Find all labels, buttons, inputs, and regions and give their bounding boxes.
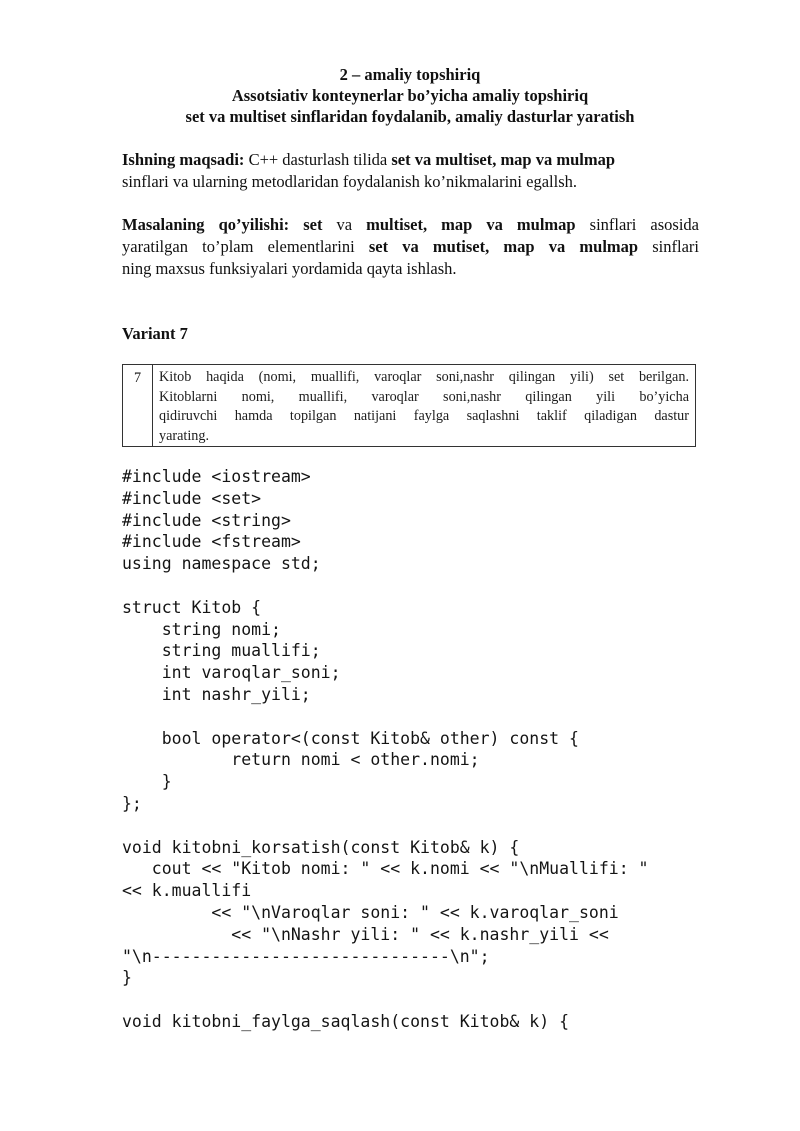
task-line: yarating. <box>159 427 210 444</box>
problem-text-c: sinflari <box>638 237 699 256</box>
code-listing <box>122 466 762 1033</box>
task-line: Kitoblarni nomi, muallifi, varoqlar soni,nashr qilingan yili bo’yicha <box>159 388 689 405</box>
problem-text-d: ning maxsus funksiyalari yordamida qayta ishlash. <box>122 259 457 278</box>
problem-text-b: yaratilgan to’plam elementlarini <box>122 237 369 256</box>
task-row <box>123 365 696 447</box>
assignment-number: 2 – amaliy topshiriq <box>339 65 481 84</box>
variant-title: Variant 7 <box>122 324 188 343</box>
code-line: #include <fstream> <box>122 532 301 552</box>
objective-text-a: C++ dasturlash tilida <box>244 150 392 169</box>
code-line: #include <string> <box>122 510 291 530</box>
code-line: << "\nNashr yili: " << k.nashr_yili << <box>122 924 609 944</box>
code-line: int varoqlar_soni; <box>122 663 341 683</box>
problem-classes: multiset, map va mulmap <box>366 215 576 234</box>
code-line: struct Kitob { <box>122 597 262 617</box>
objective-classes: set va multiset, map va mulmap <box>391 150 616 169</box>
code-line: << k.muallifi <box>122 881 252 901</box>
code-line: void kitobni_faylga_saqlash(const Kitob& k) { <box>122 1011 570 1031</box>
task-line: qidiruvchi hamda topilgan natijani faylga saqlashni taklif qiladigan dastur <box>159 408 689 424</box>
code-line: string nomi; <box>122 619 281 639</box>
code-line: cout << "Kitob nomi: " << k.nomi << "\nMuallifi: " <box>122 859 649 879</box>
code-line: string muallifi; <box>122 641 321 661</box>
code-line: void kitobni_korsatish(const Kitob& k) { <box>122 837 520 857</box>
document-header <box>60 64 760 127</box>
assignment-title: Assotsiativ konteynerlar bo’yicha amaliy topshiriq <box>231 86 589 105</box>
code-line <box>122 575 762 597</box>
problem-text-a: sinflari asosida <box>575 215 700 234</box>
task-number: 7 <box>123 365 153 447</box>
objective-paragraph <box>122 149 699 193</box>
task-line: Kitob haqida (nomi, muallifi, varoqlar soni,nashr qilingan yili) set berilgan. <box>159 369 689 385</box>
task-description <box>153 365 696 447</box>
code-line: using namespace std; <box>122 554 321 574</box>
code-line: bool operator<(const Kitob& other) const { <box>122 728 579 748</box>
code-line: << "\nVaroqlar soni: " << k.varoqlar_soni <box>122 902 619 922</box>
code-line <box>122 815 762 837</box>
code-line: "\n------------------------------\n"; <box>122 946 490 966</box>
code-line: return nomi < other.nomi; <box>122 750 480 770</box>
objective-label: Ishning maqsadi: <box>122 150 245 169</box>
problem-paragraph <box>122 214 699 280</box>
code-line <box>122 989 762 1011</box>
code-line: #include <iostream> <box>122 467 311 486</box>
code-line <box>122 706 762 728</box>
code-line: #include <set> <box>122 488 262 508</box>
problem-classes-2: set va mutiset, map va mulmap <box>368 237 639 256</box>
task-table <box>122 364 696 447</box>
problem-set: set <box>289 215 323 234</box>
code-line: }; <box>122 793 142 813</box>
problem-va: va <box>322 215 367 234</box>
code-line: } <box>122 772 172 792</box>
assignment-subtitle: set va multiset sinflaridan foydalanib, amaliy dasturlar yaratish <box>185 107 635 126</box>
problem-label: Masalaning qo’yilishi: <box>122 215 290 234</box>
code-line: } <box>122 968 132 988</box>
code-line: int nashr_yili; <box>122 684 311 704</box>
objective-text-b: sinflari va ularning metodlaridan foydalanish ko’nikmalarini egallsh. <box>122 172 577 191</box>
